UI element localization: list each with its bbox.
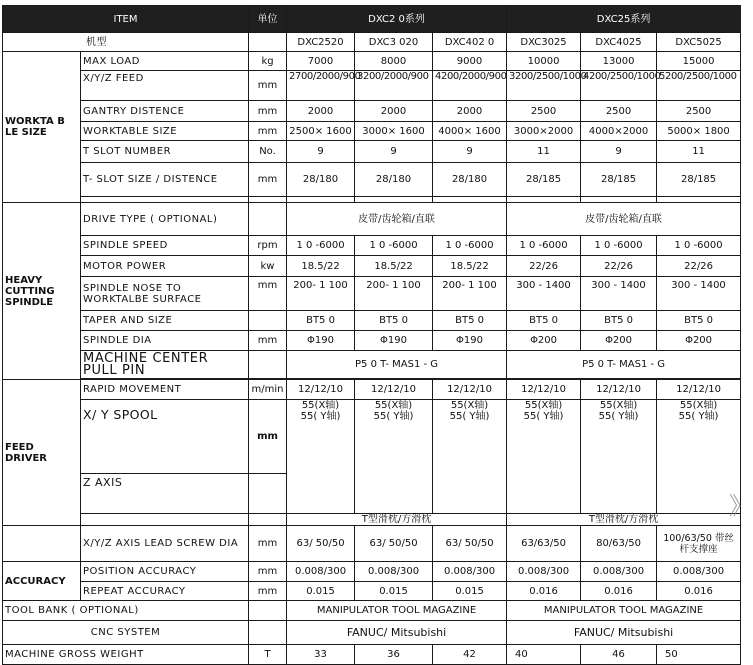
spool-y: 55( Y轴): [373, 411, 414, 422]
spindle-nose-unit: mm: [249, 277, 287, 311]
t-slot-number-value: 9: [287, 141, 355, 163]
repeat-accuracy-label: REPEAT ACCURACY: [81, 582, 249, 601]
spool-y: 55( Y轴): [598, 411, 639, 422]
row-lead-screw: [3, 526, 741, 562]
repeat-accuracy-unit: mm: [249, 582, 287, 601]
repeat-accuracy-value: 0.016: [507, 582, 581, 601]
z-axis-unit: [249, 474, 287, 514]
spindle-nose-value: 200- 1 100: [287, 277, 355, 311]
motor-power-value: 22/26: [581, 256, 657, 277]
rapid-movement-value: 12/12/10: [657, 380, 741, 400]
feed-value: 3200/2000/900: [355, 71, 433, 101]
cnc-system-label: CNC SYSTEM: [3, 621, 249, 645]
max-load-value: 10000: [507, 52, 581, 71]
t-slot-number-value: 11: [507, 141, 581, 163]
t-slot-size-unit: mm: [249, 163, 287, 197]
pull-pin-unit: [249, 351, 287, 379]
row-max-load: [3, 52, 741, 71]
position-accuracy-value: 0.008/300: [507, 562, 581, 582]
spec-table: [2, 5, 753, 665]
t-slot-size-value: 28/185: [581, 163, 657, 197]
gross-weight-value: 33: [287, 645, 355, 665]
spindle-nose-value: 200- 1 100: [355, 277, 433, 311]
row-gantry: [3, 101, 741, 122]
lead-screw-unit: mm: [249, 526, 287, 562]
model-label: 机型: [3, 33, 249, 52]
spindle-speed-value: 1 0 -6000: [433, 236, 507, 256]
spool-y: 55( Y轴): [300, 411, 341, 422]
repeat-accuracy-value: 0.015: [433, 582, 507, 601]
worktable-size-unit: mm: [249, 122, 287, 141]
row-repeat-accuracy: [3, 582, 741, 601]
t-slot-size-value: 28/180: [433, 163, 507, 197]
row-gross-weight: [3, 645, 741, 665]
max-load-value: 7000: [287, 52, 355, 71]
row-motor-power: [3, 256, 741, 277]
taper-unit: [249, 311, 287, 331]
t-slot-size-value: 28/185: [507, 163, 581, 197]
cnc-system-value-dxc20: FANUC/ Mitsubishi: [287, 621, 507, 645]
taper-value: BT5 0: [287, 311, 355, 331]
lead-screw-value: 100/63/50 带丝杆支撑座: [657, 526, 741, 562]
rapid-movement-value: 12/12/10: [287, 380, 355, 400]
drive-type-unit: [249, 203, 287, 236]
pull-pin-value-dxc25: P5 0 T- MAS1 - G: [507, 351, 741, 379]
t-slot-size-value: 28/180: [355, 163, 433, 197]
z-axis-value-dxc25: T型滑枕/方滑枕: [507, 514, 741, 526]
spindle-dia-value: Φ190: [433, 331, 507, 351]
feed-value: 5200/2500/1000: [657, 71, 741, 101]
model-value: DXC402 0: [433, 33, 507, 52]
header-dxc20-series: DXC2 0系列: [287, 6, 507, 33]
rapid-movement-value: 12/12/10: [355, 380, 433, 400]
taper-value: BT5 0: [507, 311, 581, 331]
model-value: DXC5025: [657, 33, 741, 52]
worktable-size-value: 5000× 1800: [657, 122, 741, 141]
t-slot-number-value: 9: [433, 141, 507, 163]
spool-x: 55(X轴): [374, 400, 413, 411]
motor-power-unit: kw: [249, 256, 287, 277]
t-slot-size-value: 28/185: [657, 163, 741, 197]
gantry-value: 2500: [507, 101, 581, 122]
spindle-dia-unit: mm: [249, 331, 287, 351]
motor-power-label: MOTOR POWER: [81, 256, 249, 277]
max-load-value: 15000: [657, 52, 741, 71]
spindle-speed-value: 1 0 -6000: [287, 236, 355, 256]
taper-label: TAPER AND SIZE: [81, 311, 249, 331]
gross-weight-value: 46: [581, 645, 657, 665]
xy-spool-unit: mm: [249, 400, 287, 474]
header-item: ITEM: [3, 6, 249, 33]
model-unit: [249, 33, 287, 52]
t-slot-number-value: 9: [355, 141, 433, 163]
pull-pin-value-dxc20: P5 0 T- MAS1 - G: [287, 351, 507, 379]
spool-y: 55( Y轴): [678, 411, 719, 422]
tool-bank-value-dxc25: MANIPULATOR TOOL MAGAZINE: [507, 601, 741, 621]
spindle-nose-value: 300 - 1400: [507, 277, 581, 311]
lead-screw-value: 63/63/50: [507, 526, 581, 562]
worktable-size-value: 2500× 1600: [287, 122, 355, 141]
t-slot-number-value: 11: [657, 141, 741, 163]
xy-spool-value: [355, 400, 433, 514]
spool-x: 55(X轴): [301, 400, 340, 411]
t-slot-number-unit: No.: [249, 141, 287, 163]
row-xy-spool: [3, 400, 741, 474]
spindle-dia-value: Φ190: [287, 331, 355, 351]
pull-pin-label: MACHINE CENTER PULL PIN: [81, 351, 249, 379]
position-accuracy-value: 0.008/300: [433, 562, 507, 582]
lead-screw-value: 80/63/50: [581, 526, 657, 562]
worktable-size-value: 3000× 1600: [355, 122, 433, 141]
group-worktable-size: WORKTA B LE SIZE: [3, 52, 81, 203]
gantry-value: 2000: [287, 101, 355, 122]
xy-spool-value: [581, 400, 657, 514]
tool-bank-unit: [249, 601, 287, 621]
gross-weight-label: MACHINE GROSS WEIGHT: [3, 645, 249, 665]
spindle-nose-label: SPINDLE NOSE TO WORKTALBE SURFACE: [81, 277, 249, 311]
spindle-dia-value: Φ200: [657, 331, 741, 351]
lead-screw-label: X/Y/Z AXIS LEAD SCREW DIA: [81, 526, 249, 562]
rapid-movement-value: 12/12/10: [581, 380, 657, 400]
spindle-speed-value: 1 0 -6000: [581, 236, 657, 256]
t-slot-size-value: 28/180: [287, 163, 355, 197]
row-t-slot-number: [3, 141, 741, 163]
model-value: DXC2520: [287, 33, 355, 52]
spindle-dia-value: Φ200: [581, 331, 657, 351]
model-value: DXC3 020: [355, 33, 433, 52]
xy-spool-value: [433, 400, 507, 514]
gross-weight-unit: T: [249, 645, 287, 665]
tool-bank-label: TOOL BANK ( OPTIONAL): [3, 601, 249, 621]
gross-weight-value: 50: [657, 645, 741, 665]
lead-screw-value: 63/ 50/50: [287, 526, 355, 562]
spindle-dia-value: Φ200: [507, 331, 581, 351]
header-unit: 单位: [249, 6, 287, 33]
worktable-size-value: 4000×2000: [581, 122, 657, 141]
gantry-value: 2000: [433, 101, 507, 122]
t-slot-size-label: T- SLOT SIZE / DISTENCE: [81, 163, 249, 197]
xy-spool-value: [507, 400, 581, 514]
motor-power-value: 18.5/22: [355, 256, 433, 277]
xy-spool-value: [287, 400, 355, 514]
header-dxc25-series: DXC25系列: [507, 6, 741, 33]
repeat-accuracy-value: 0.015: [287, 582, 355, 601]
position-accuracy-label: POSITION ACCURACY: [81, 562, 249, 582]
rapid-movement-value: 12/12/10: [507, 380, 581, 400]
group-accuracy: ACCURACY: [3, 562, 81, 601]
spindle-speed-value: 1 0 -6000: [507, 236, 581, 256]
row-z-axis-values: [3, 514, 741, 526]
row-model: [3, 33, 741, 52]
feed-value: 3200/2500/1000: [507, 71, 581, 101]
taper-value: BT5 0: [433, 311, 507, 331]
z-axis-label-cont: [81, 514, 249, 526]
repeat-accuracy-value: 0.016: [581, 582, 657, 601]
spool-y: 55( Y轴): [523, 411, 564, 422]
gantry-value: 2500: [657, 101, 741, 122]
feed-unit: mm: [249, 71, 287, 101]
rapid-movement-unit: m/min: [249, 380, 287, 400]
t-slot-number-label: T SLOT NUMBER: [81, 141, 249, 163]
motor-power-value: 22/26: [507, 256, 581, 277]
row-cnc-system: [3, 621, 741, 645]
spindle-nose-value: 300 - 1400: [657, 277, 741, 311]
max-load-label: MAX LOAD: [81, 52, 249, 71]
row-worktable-size: [3, 122, 741, 141]
feed-value: 2700/2000/900: [287, 71, 355, 101]
model-value: DXC4025: [581, 33, 657, 52]
spool-y: 55( Y轴): [449, 411, 490, 422]
feed-value: 4200/2500/1000: [581, 71, 657, 101]
gross-weight-value: 42: [433, 645, 507, 665]
spindle-speed-label: SPINDLE SPEED: [81, 236, 249, 256]
gantry-label: GANTRY DISTENCE: [81, 101, 249, 122]
row-spindle-dia: [3, 331, 741, 351]
xy-spool-value: [657, 400, 741, 514]
group-heavy-cutting-spindle: HEAVY CUTTING SPINDLE: [3, 203, 81, 380]
position-accuracy-value: 0.008/300: [287, 562, 355, 582]
row-rapid-movement: [3, 380, 741, 400]
gross-weight-value: 36: [355, 645, 433, 665]
repeat-accuracy-value: 0.015: [355, 582, 433, 601]
motor-power-value: 22/26: [657, 256, 741, 277]
row-tool-bank: [3, 601, 741, 621]
lead-screw-value: 63/ 50/50: [433, 526, 507, 562]
spool-x: 55(X轴): [450, 400, 489, 411]
motor-power-value: 18.5/22: [433, 256, 507, 277]
spindle-speed-value: 1 0 -6000: [657, 236, 741, 256]
row-pull-pin: [3, 351, 741, 379]
cnc-system-unit: [249, 621, 287, 645]
rapid-movement-label: RAPID MOVEMENT: [81, 380, 249, 400]
row-spindle-speed: [3, 236, 741, 256]
position-accuracy-value: 0.008/300: [581, 562, 657, 582]
z-axis-unit-cont: [249, 514, 287, 526]
cnc-system-value-dxc25: FANUC/ Mitsubishi: [507, 621, 741, 645]
worktable-size-label: WORKTABLE SIZE: [81, 122, 249, 141]
spool-x: 55(X轴): [524, 400, 563, 411]
drive-type-label: DRIVE TYPE ( OPTIONAL): [81, 203, 249, 236]
gantry-unit: mm: [249, 101, 287, 122]
drive-type-value-dxc25: 皮带/齿轮箱/直联: [507, 203, 741, 236]
row-feed: [3, 71, 741, 101]
model-value: DXC3025: [507, 33, 581, 52]
xy-spool-label: X/ Y SPOOL: [81, 400, 249, 474]
spindle-nose-value: 200- 1 100: [433, 277, 507, 311]
t-slot-number-value: 9: [581, 141, 657, 163]
rapid-movement-value: 12/12/10: [433, 380, 507, 400]
spindle-nose-value: 300 - 1400: [581, 277, 657, 311]
motor-power-value: 18.5/22: [287, 256, 355, 277]
max-load-value: 9000: [433, 52, 507, 71]
lead-screw-value: 63/ 50/50: [355, 526, 433, 562]
feed-group-cont: [3, 526, 81, 562]
tool-bank-value-dxc20: MANIPULATOR TOOL MAGAZINE: [287, 601, 507, 621]
row-drive-type: [3, 203, 741, 236]
repeat-accuracy-value: 0.016: [657, 582, 741, 601]
edge-arrow-icon: 》: [729, 492, 753, 520]
taper-value: BT5 0: [355, 311, 433, 331]
max-load-value: 13000: [581, 52, 657, 71]
spool-x: 55(X轴): [679, 400, 718, 411]
group-feed-driver: FEED DRIVER: [3, 380, 81, 526]
spool-x: 55(X轴): [599, 400, 638, 411]
z-axis-label: Z AXIS: [81, 474, 249, 514]
row-taper: [3, 311, 741, 331]
position-accuracy-unit: mm: [249, 562, 287, 582]
gantry-value: 2000: [355, 101, 433, 122]
spindle-dia-value: Φ190: [355, 331, 433, 351]
max-load-value: 8000: [355, 52, 433, 71]
table-header-row: [3, 6, 741, 33]
position-accuracy-value: 0.008/300: [355, 562, 433, 582]
row-spindle-nose: [3, 277, 741, 311]
gantry-value: 2500: [581, 101, 657, 122]
taper-value: BT5 0: [657, 311, 741, 331]
taper-value: BT5 0: [581, 311, 657, 331]
worktable-size-value: 3000×2000: [507, 122, 581, 141]
drive-type-value-dxc20: 皮带/齿轮箱/直联: [287, 203, 507, 236]
gross-weight-value: 40: [507, 645, 581, 665]
worktable-size-value: 4000× 1600: [433, 122, 507, 141]
feed-label: X/Y/Z FEED: [81, 71, 249, 101]
spindle-speed-value: 1 0 -6000: [355, 236, 433, 256]
spindle-speed-unit: rpm: [249, 236, 287, 256]
row-position-accuracy: [3, 562, 741, 582]
spindle-dia-label: SPINDLE DIA: [81, 331, 249, 351]
max-load-unit: kg: [249, 52, 287, 71]
row-t-slot-size: [3, 163, 741, 197]
position-accuracy-value: 0.008/300: [657, 562, 741, 582]
feed-value: 4200/2000/900: [433, 71, 507, 101]
z-axis-value-dxc20: T型滑枕/方滑枕: [287, 514, 507, 526]
